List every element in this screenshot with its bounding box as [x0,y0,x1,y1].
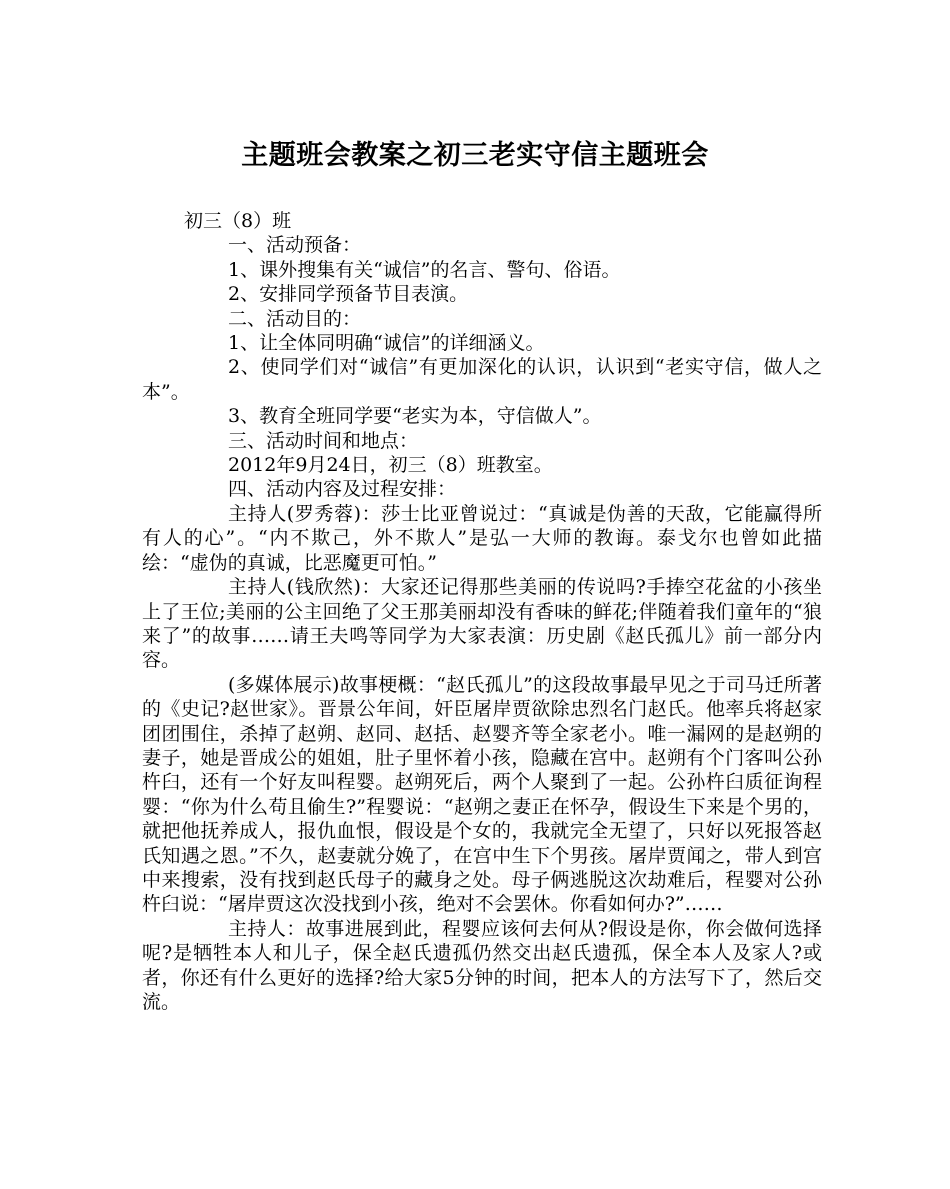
section-heading-purpose: 二、活动目的： [228,307,362,330]
section-heading-content: 四、活动内容及过程安排： [228,478,457,501]
list-item: 1、让全体同明确“诚信”的详细涵义。 [228,332,545,355]
class-name-line: 初三（8）班 [184,210,292,232]
document-body [142,209,822,1014]
list-item: 3、教育全班同学要“老实为本，守信做人”。 [228,405,602,428]
time-place-text: 2012年9月24日，初三（8）班教室。 [228,454,553,477]
section-heading-preparation: 一、活动预备： [228,234,362,257]
host-speech-paragraph: 主持人：故事进展到此，程婴应该何去何从?假设是你，你会做何选择呢?是牺牲本人和儿子，保全赵氏遗孤仍然交出赵氏遗孤，保全本人及家人?或者，你还有什么更好的选择?给大家5分钟的时间，把本人的方法写下了，然后交流。 [142,917,822,1013]
host-speech-paragraph: 主持人(罗秀蓉)：莎士比亚曾说过：“真诚是伪善的天敌，它能赢得所有人的心”。“内不欺己，外不欺人”是弘一大师的教诲。泰戈尔也曾如此描绘：“虚伪的真诚，比恶魔更可怕。” [142,502,822,574]
document-title: 主题班会教案之初三老实守信主题班会 [241,140,709,171]
host-speech-paragraph: 主持人(钱欣然)：大家还记得那些美丽的传说吗?手捧空花盆的小孩坐上了王位;美丽的公主回绝了父王那美丽却没有香味的鲜花;伴随着我们童年的“狼来了”的故事……请王夫鸣等同学为大家表演：历史剧《赵氏孤儿》前一部分内容。 [142,576,822,672]
section-heading-time-place: 三、活动时间和地点： [228,429,419,452]
list-item: 1、课外搜集有关“诚信”的名言、警句、俗语。 [228,258,621,281]
story-summary-paragraph: (多媒体展示)故事梗概：“赵氏孤儿”的这段故事最早见之于司马迁所著的《史记?赵世家》。晋景公年间，奸臣屠岸贾欲除忠烈名门赵氏。他率兵将赵家团团围住，杀掉了赵朔、赵同、赵括、赵婴齐等全家老小。唯一漏网的是赵朔的妻子，她是晋成公的姐姐，肚子里怀着小孩，隐藏在宫中。赵朔有个门客叫公孙杵臼，还有一个好友叫程婴。赵朔死后，两个人聚到了一起。公孙杵臼质征询程婴：“你为什么苟且偷生?”程婴说：“赵朔之妻正在怀孕，假设生下来是个男的，就把他抚养成人，报仇血恨，假设是个女的，我就完全无望了，只好以死报答赵氏知遇之恩。”不久，赵妻就分娩了，在宫中生下个男孩。屠岸贾闻之，带人到宫中来搜索，没有找到赵氏母子的藏身之处。母子俩逃脱这次劫难后，程婴对公孙杵臼说：“屠岸贾这次没找到小孩，绝对不会罢休。你看如何办?”…… [142,673,822,916]
list-item: 2、使同学们对“诚信”有更加深化的认识，认识到“老实守信，做人之本”。 [142,356,822,403]
list-item: 2、安排同学预备节目表演。 [228,283,469,306]
